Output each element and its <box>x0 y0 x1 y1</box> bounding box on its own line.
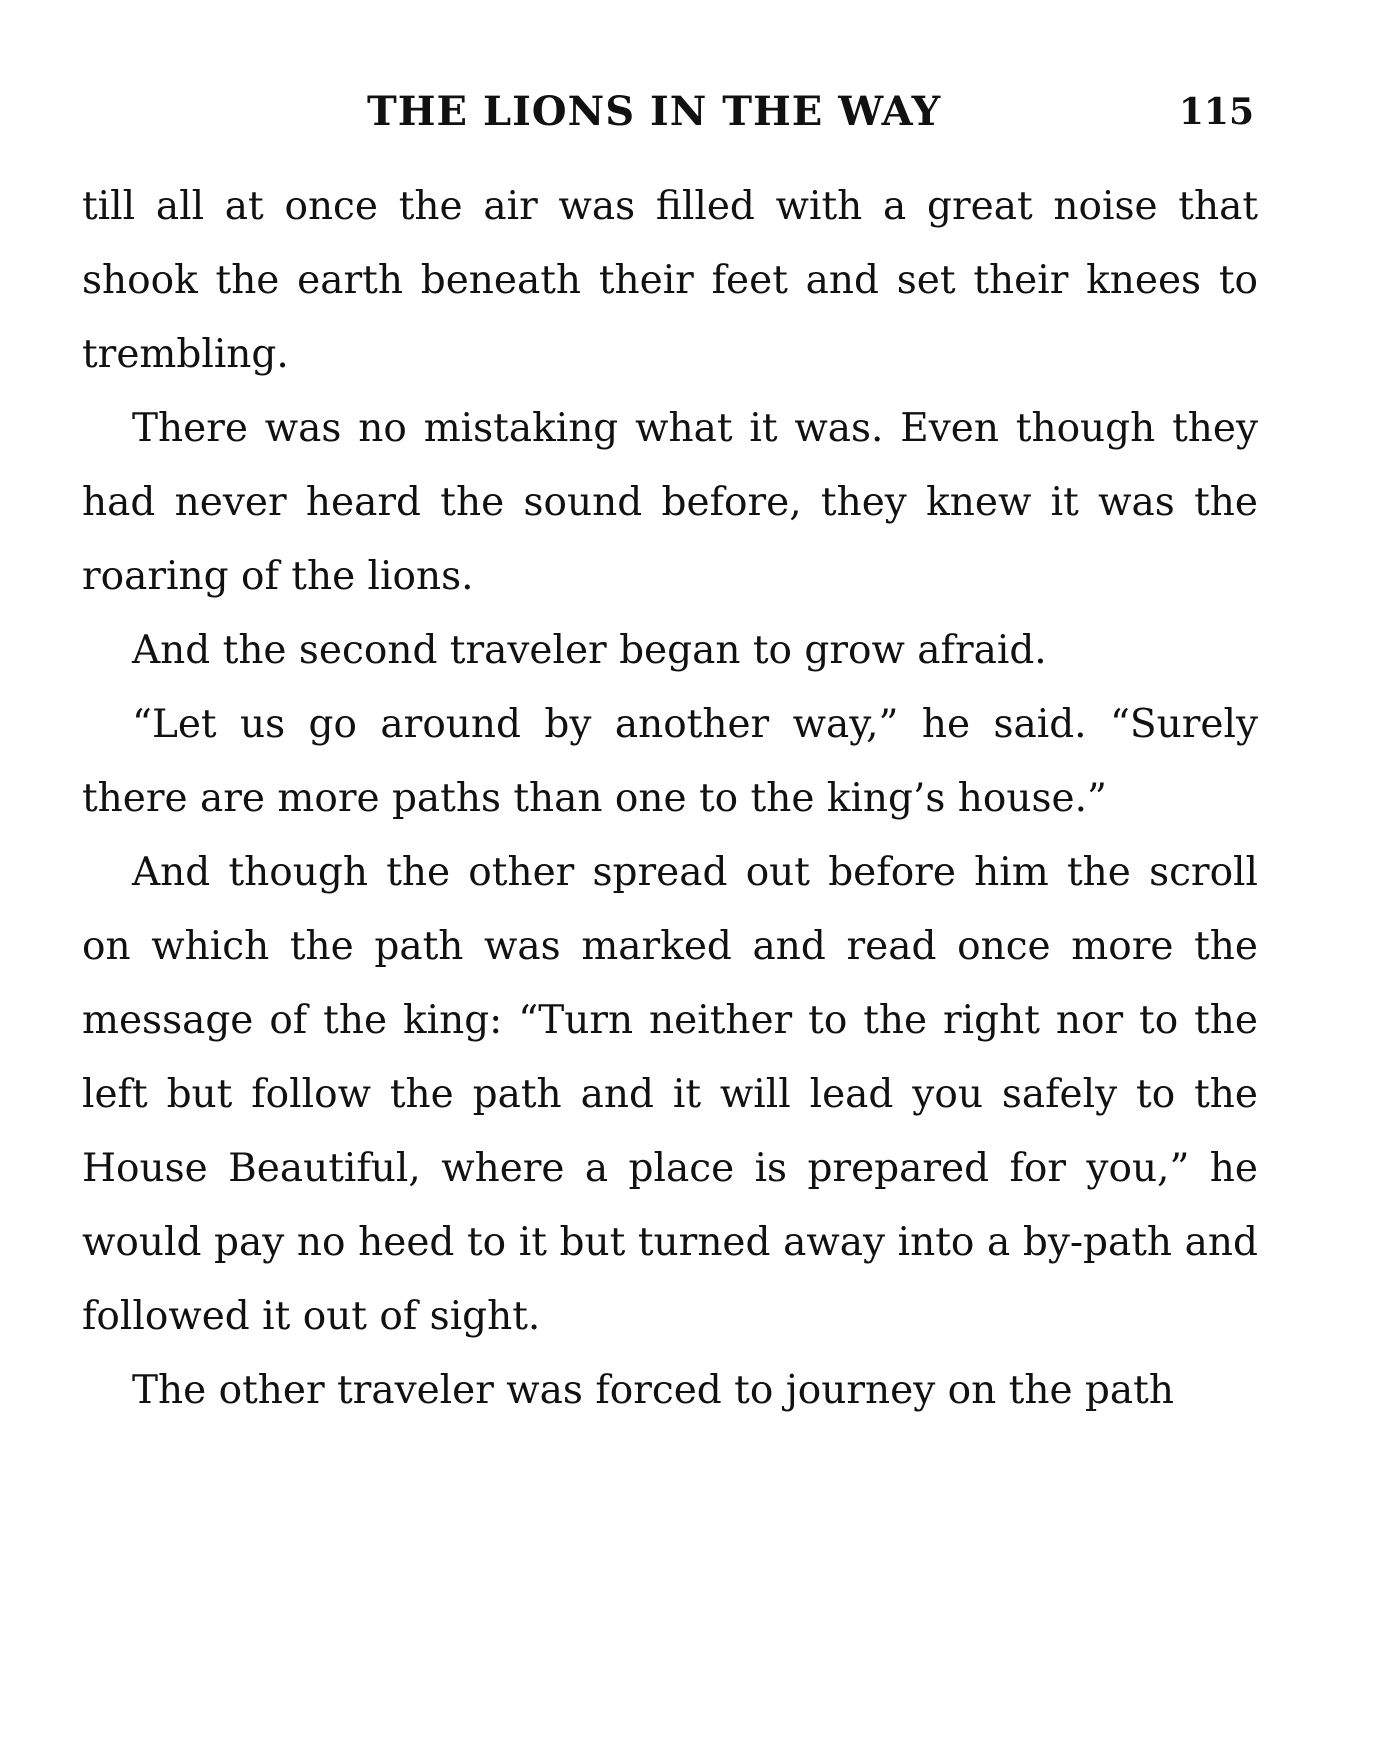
paragraph: And the second traveler began to grow afraid. <box>132 628 1047 673</box>
page-number: 115 <box>1178 91 1254 133</box>
paragraph: The other traveler was forced to journey on the path <box>132 1368 1174 1413</box>
running-title: THE LIONS IN THE WAY <box>367 88 942 135</box>
page-header <box>82 82 1262 142</box>
body-text <box>82 170 1258 1428</box>
paragraph: There was no mistaking what it was. Even though they had never heard the sound before, they knew it was the roaring of the lions. <box>82 406 1258 599</box>
paragraph: “Let us go around by another way,” he said. “Surely there are more paths than one to the king’s house.” <box>82 702 1258 821</box>
paragraph: till all at once the air was filled with a great noise that shook the earth beneath their feet and set their knees to trembling. <box>82 184 1258 377</box>
paragraph: And though the other spread out before him the scroll on which the path was marked and read once more the message of the king: “Turn neither to the right nor to the left but follow the path and it will lead you safely to the House Beautiful, where a place is prepared for you,” he would pay no heed to it but turned away into a by-path and followed it out of sight. <box>82 850 1258 1339</box>
